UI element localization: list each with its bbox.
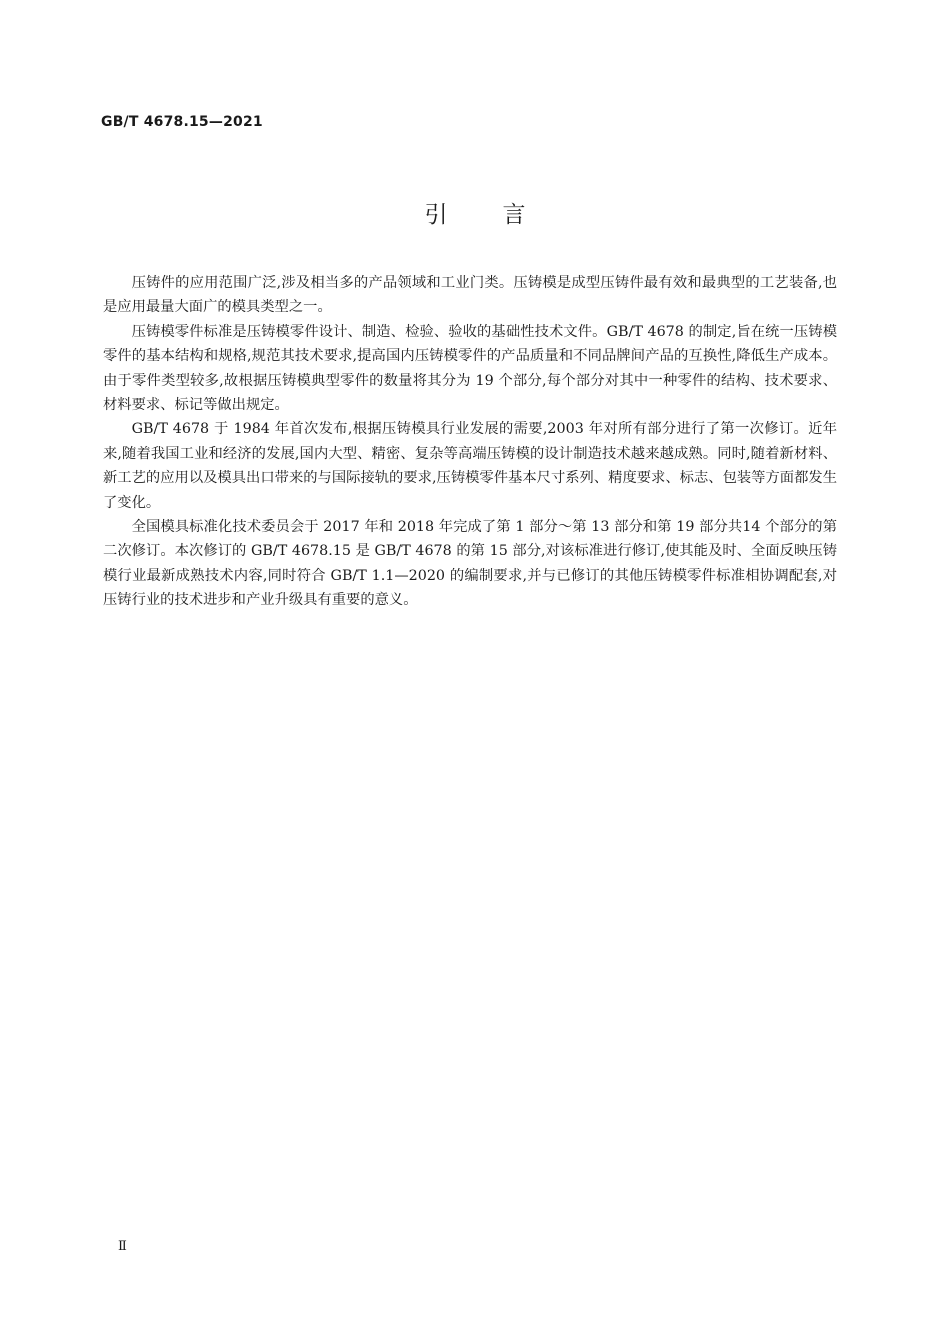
introduction-body xyxy=(103,271,837,613)
paragraph-4: 全国模具标准化技术委员会于 2017 年和 2018 年完成了第 1 部分～第 13 部分和第 19 部分共14 个部分的第二次修订。本次修订的 GB/T 4678.15 是 GB/T 4678 的第 15 部分,对该标准进行修订,使其能及时、全面反映压铸模行业最新成熟技术内容,同时符合 GB/T 1.1—2020 的编制要求,并与已修订的其他压铸模零件标准相协调配套,对压铸行业的技术进步和产业升级具有重要的意义。 xyxy=(103,519,837,609)
paragraph-1: 压铸件的应用范围广泛,涉及相当多的产品领域和工业门类。压铸模是成型压铸件最有效和最典型的工艺装备,也是应用最量大面广的模具类型之一。 xyxy=(103,275,837,316)
standard-number: GB/T 4678.15—2021 xyxy=(101,114,263,130)
section-title: 引言 xyxy=(424,202,581,228)
page-number: Ⅱ xyxy=(118,1239,127,1254)
paragraph-2: 压铸模零件标准是压铸模零件设计、制造、检验、验收的基础性技术文件。GB/T 4678 的制定,旨在统一压铸模零件的基本结构和规格,规范其技术要求,提高国内压铸模零件的产品质量和不同品牌间产品的互换性,降低生产成本。由于零件类型较多,故根据压铸模典型零件的数量将其分为 19 个部分,每个部分对其中一种零件的结构、技术要求、材料要求、标记等做出规定。 xyxy=(103,323,837,414)
paragraph-3: GB/T 4678 于 1984 年首次发布,根据压铸模具行业发展的需要,2003 年对所有部分进行了第一次修订。近年来,随着我国工业和经济的发展,国内大型、精密、复杂等高端压铸模的设计制造技术越来越成熟。同时,随着新材料、新工艺的应用以及模具出口带来的与国际接轨的要求,压铸模零件基本尺寸系列、精度要求、标志、包装等方面都发生了变化。 xyxy=(103,421,837,511)
